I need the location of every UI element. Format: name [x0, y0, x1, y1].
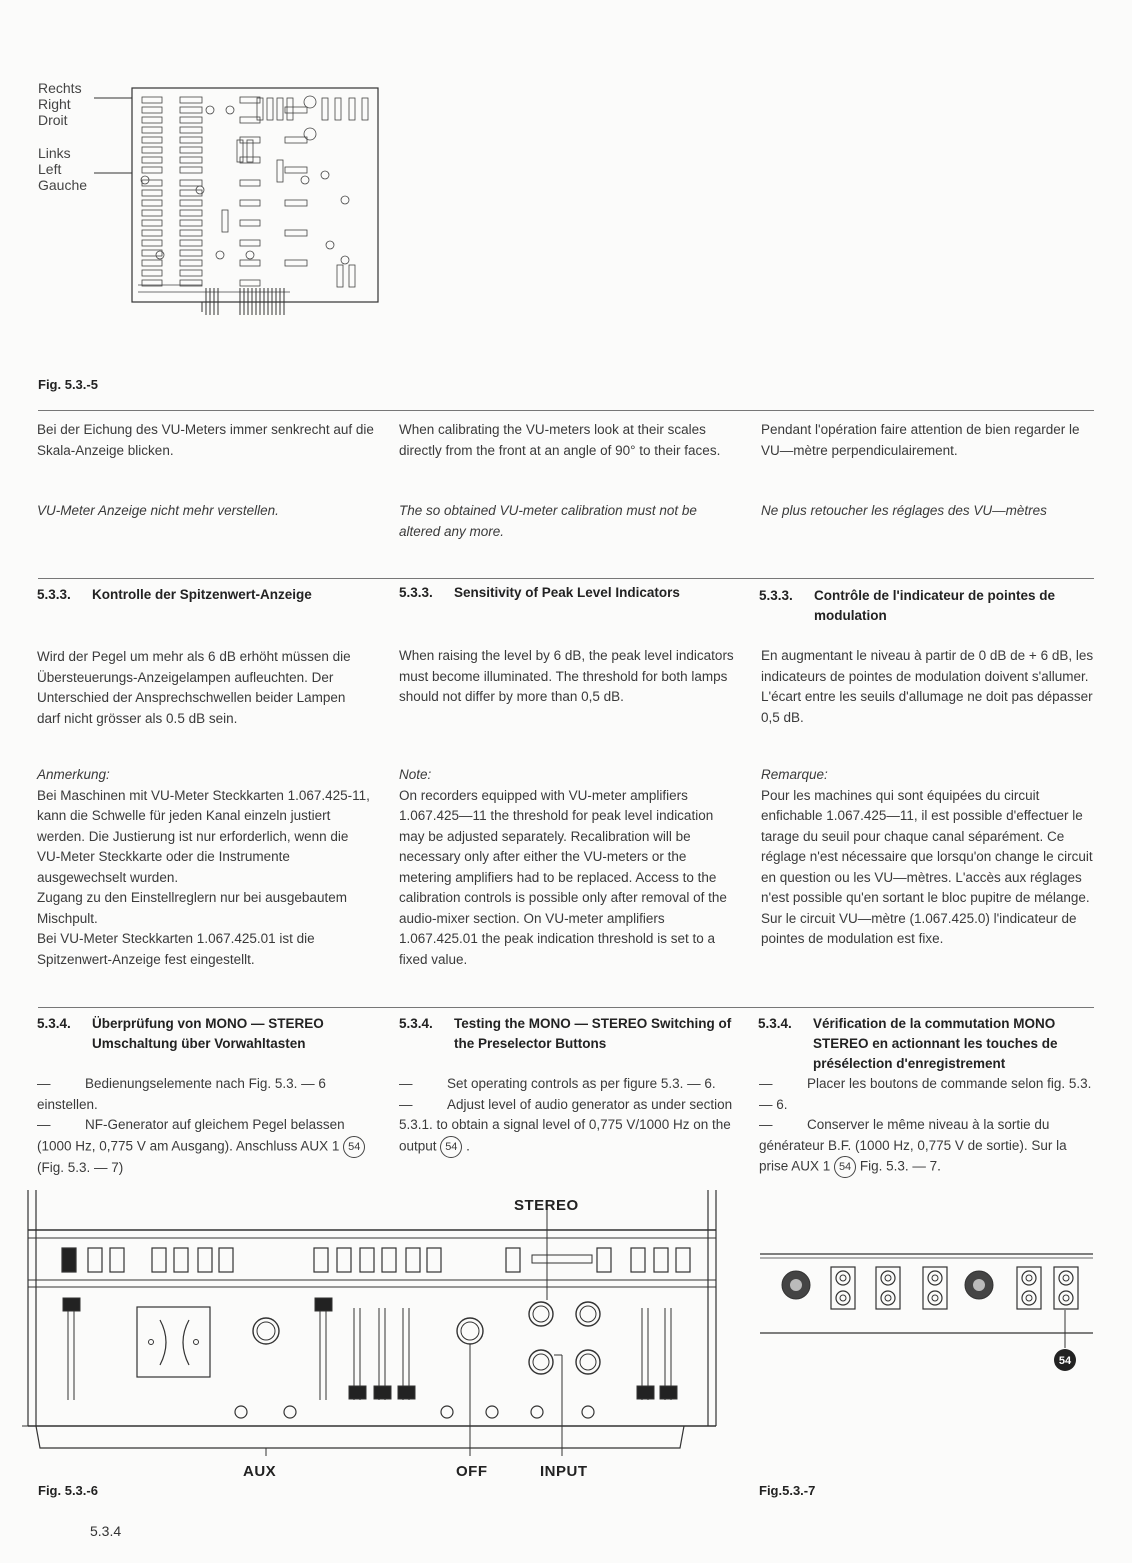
- section-533-heading-de: 5.3.3. Kontrolle der Spitzenwert-Anzeige: [37, 587, 312, 602]
- note-fr: Pour les machines qui sont équipées du circuit enfichable 1.067.425—11, il est possible d'effectuer le tarage du seuil pour chaque canal séparément. Ce réglage n'est nécessaire que lorsqu'on change le circuit en question ou les VU—mètres. L'accès aux réglages n'est possible qu'en sortant le bloc pupitre de mélange. Sur le circuit VU—mètre (1.067.425.0) l'indicateur de pointes de modulation est fixe.: [761, 787, 1093, 946]
- label-left-group: [38, 145, 87, 193]
- ref-54-circle: 54: [440, 1136, 462, 1158]
- label-gauche: Gauche: [38, 177, 88, 193]
- section-534-fr-text: — Placer les boutons de commande selon fig. 5.3. — 6. — Conserver le même niveau à la sortie du générateur B.F. (1000 Hz, 0,775 V de sortie). Sur la prise AUX 1 54 Fig. 5.3. — 7.: [759, 1074, 1095, 1178]
- section-533-fr-note: [761, 765, 1095, 950]
- page-number: 5.3.4: [90, 1523, 122, 1539]
- calib-fr-warning: Ne plus retoucher les réglages des VU—mètres: [761, 503, 1047, 518]
- label-droit: Droit: [38, 112, 68, 128]
- note-de-3: Bei VU-Meter Steckkarten 1.067.425.01 ist die Spitzenwert-Anzeige fest eingestellt.: [37, 931, 315, 967]
- label-off: OFF: [456, 1463, 488, 1480]
- section-534-heading-fr: 5.3.4. Vérification de la commutation MONO STEREO en actionnant les touches de présélection d'enregistrement: [758, 1016, 1058, 1071]
- divider: [38, 410, 1094, 411]
- divider: [38, 578, 1094, 579]
- ref-54-badge: 54: [1058, 1355, 1072, 1367]
- pcb-layout-diagram: [90, 80, 390, 340]
- ref-54-circle: 54: [834, 1156, 856, 1178]
- section-533-en-note: [399, 765, 737, 970]
- fig-5-3-5-caption: Fig. 5.3.-5: [38, 377, 98, 392]
- mixer-panel-diagram: [22, 1190, 722, 1465]
- note-title-en: Note:: [399, 767, 432, 782]
- note-title-fr: Remarque:: [761, 767, 828, 782]
- calib-de: Bei der Eichung des VU-Meters immer senkrecht auf die Skala-Anzeige blicken.: [37, 422, 374, 458]
- note-de-1: Bei Maschinen mit VU-Meter Steckkarten 1.067.425-11, kann die Schwelle für jeden Kanal einzeln justiert werden. Die Justierung ist nur erforderlich, wenn die VU-Meter Steckkarte oder die Instrumente ausgewechselt wurden.: [37, 787, 370, 885]
- section-533-de-note: [37, 765, 371, 970]
- calib-en-warning: The so obtained VU-meter calibration must not be altered any more.: [399, 503, 697, 539]
- label-stereo: STEREO: [514, 1197, 579, 1214]
- note-de-2: Zugang zu den Einstellreglern nur bei ausgebautem Mischpult.: [37, 890, 347, 926]
- section-533-fr-text: En augmentant le niveau à partir de 0 dB de + 6 dB, les indicateurs de pointes de modulation doivent s'allumer. L'écart entre les seuils d'allumage ne doit pas dépasser 0,5 dB.: [761, 648, 1094, 725]
- section-533-de-text: Wird der Pegel um mehr als 6 dB erhöht müssen die Übersteuerungs-Anzeigelampen aufleuchten. Der Unterschied der Ansprechschwellen beider Lampen darf nicht grösser als 0.5 dB sein.: [37, 649, 351, 726]
- label-rechts: Rechts: [38, 80, 82, 96]
- instruction-de-1: Bedienungselemente nach Fig. 5.3. — 6 einstellen.: [37, 1076, 326, 1112]
- label-input: INPUT: [540, 1463, 588, 1480]
- instruction-en-2: Adjust level of audio generator as under section 5.3.1. to obtain a signal level of 0,775 V/1000 Hz on the output: [399, 1096, 733, 1154]
- instruction-de-2: NF-Generator auf gleichem Pegel belassen (1000 Hz, 0,775 V am Ausgang). Anschluss AUX 1: [37, 1117, 345, 1154]
- section-534-heading-en: 5.3.4. Testing the MONO — STEREO Switching of the Preselector Buttons: [399, 1016, 732, 1051]
- section-534-de-text: — Bedienungselemente nach Fig. 5.3. — 6 einstellen. — NF-Generator auf gleichem Pegel belassen (1000 Hz, 0,775 V am Ausgang). Anschluss AUX 1 54 (Fig. 5.3. — 7): [37, 1074, 373, 1178]
- label-right-group: [38, 80, 82, 128]
- section-533-heading-fr: 5.3.3. Contrôle de l'indicateur de pointes de modulation: [759, 588, 1055, 623]
- note-title-de: Anmerkung:: [37, 767, 110, 782]
- fig-5-3-7-caption: Fig.5.3.-7: [759, 1483, 816, 1498]
- ref-54-circle: 54: [343, 1136, 365, 1158]
- section-534-heading-de: 5.3.4. Überprüfung von MONO — STEREO Umschaltung über Vorwahltasten: [37, 1016, 324, 1051]
- divider: [38, 1007, 1094, 1008]
- calib-fr: Pendant l'opération faire attention de bien regarder le VU—mètre perpendiculairement.: [761, 422, 1080, 458]
- section-533-en-text: When raising the level by 6 dB, the peak level indicators must become illuminated. The threshold for both lamps should not differ by more than 0,5 dB.: [399, 648, 734, 704]
- instruction-fr-2: Conserver le même niveau à la sortie du générateur B.F. (1000 Hz, 0,775 V de sortie). Sur la prise AUX 1: [759, 1117, 1067, 1174]
- instruction-en-1: Set operating controls as per figure 5.3. — 6.: [447, 1076, 716, 1091]
- connector-panel-diagram: [758, 1240, 1098, 1380]
- calib-de-warning: VU-Meter Anzeige nicht mehr verstellen.: [37, 503, 279, 518]
- label-left: Left: [38, 161, 62, 177]
- calib-en: When calibrating the VU-meters look at their scales directly from the front at an angle of 90° to their faces.: [399, 422, 721, 458]
- section-533-heading-en: 5.3.3. Sensitivity of Peak Level Indicators: [399, 585, 680, 600]
- label-right: Right: [38, 96, 71, 112]
- fig-5-3-6-caption: Fig. 5.3.-6: [38, 1483, 98, 1498]
- instruction-fr-1: Placer les boutons de commande selon fig. 5.3. — 6.: [759, 1076, 1092, 1112]
- section-534-en-text: — Set operating controls as per figure 5.3. — 6. — Adjust level of audio generator as under section 5.3.1. to obtain a signal level of 0,775 V/1000 Hz on the output 54 .: [399, 1074, 737, 1158]
- note-en: On recorders equipped with VU-meter amplifiers 1.067.425—11 the threshold for peak level indication may be adjusted separately. Recalibration will be necessary only after either the VU-meters or the metering amplifiers had to be replaced. Access to the calibration controls is possible only after removal of the audio-mixer section. On VU-meter amplifiers 1.067.425.01 the peak indication threshold is set to a fixed value.: [399, 787, 727, 967]
- label-links: Links: [38, 145, 71, 161]
- label-aux: AUX: [243, 1463, 277, 1480]
